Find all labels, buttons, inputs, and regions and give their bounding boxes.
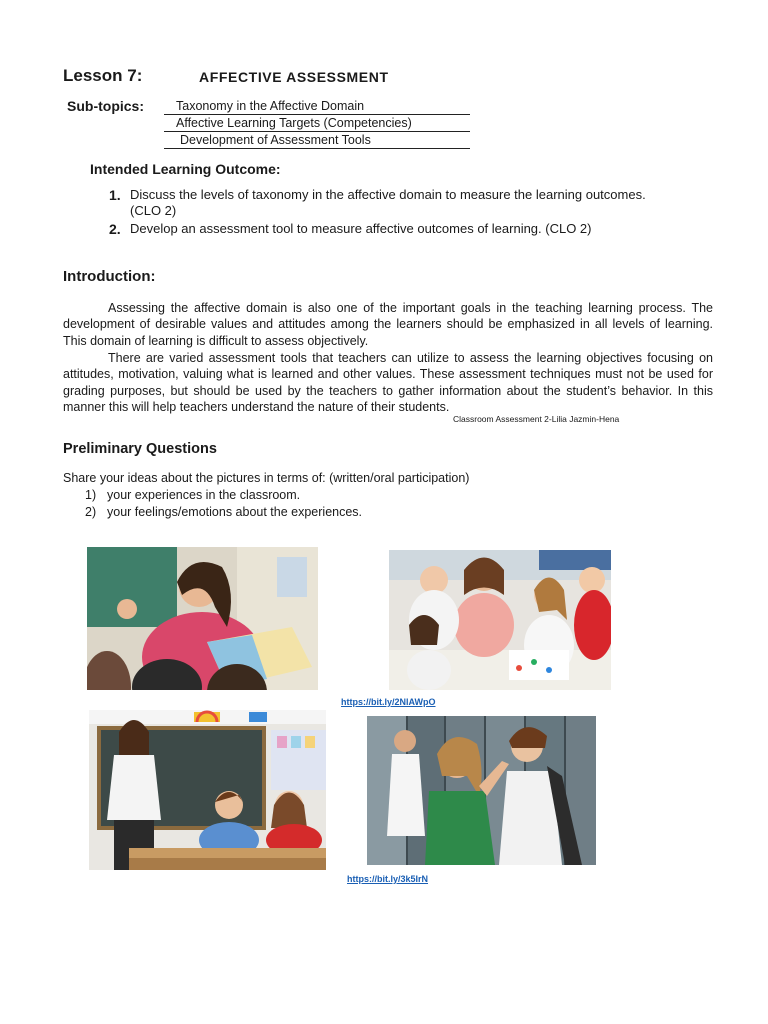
citation: Classroom Assessment 2-Lilia Jazmin-Hena xyxy=(453,414,620,424)
subtopics-label: Sub-topics: xyxy=(67,98,144,114)
outcome-item xyxy=(109,187,709,219)
outcome-text-cont: (CLO 2) xyxy=(130,203,177,218)
source-link[interactable]: https://bit.ly/2NlAWpO xyxy=(341,697,436,707)
subtopic-item: Taxonomy in the Affective Domain xyxy=(164,98,470,115)
preliminary-heading: Preliminary Questions xyxy=(63,441,217,457)
outcome-text: Develop an assessment tool to measure affective outcomes of learning. (CLO 2) xyxy=(130,221,592,236)
question-item: 1) your experiences in the classroom. xyxy=(85,488,301,502)
classroom-photo-stern-teacher xyxy=(89,710,326,870)
introduction-heading: Introduction: xyxy=(63,268,156,285)
outcome-item xyxy=(109,221,709,237)
preliminary-prompt: Share your ideas about the pictures in terms of: (written/oral participation) xyxy=(63,471,470,485)
outcome-text: Discuss the levels of taxonomy in the affective domain to measure the learning outcomes. xyxy=(130,187,646,202)
classroom-photo-teacher-reading xyxy=(87,547,318,690)
introduction-paragraph: Assessing the affective domain is also one of the important goals in the teaching learning process. The development of desirable values and attitudes among the learners should be emphasized in all levels of learning. This domain of learning is difficult to assess objectively. xyxy=(63,301,713,348)
outcome-number: 2. xyxy=(109,221,121,237)
subtopic-item: Affective Learning Targets (Competencies) xyxy=(164,115,470,132)
question-item: 2) your feelings/emotions about the experiences. xyxy=(85,505,363,519)
lesson-title: AFFECTIVE ASSESSMENT xyxy=(199,69,389,85)
subtopic-item: Development of Assessment Tools xyxy=(164,132,470,149)
outcome-heading: Intended Learning Outcome: xyxy=(90,161,281,177)
lesson-number: Lesson 7: xyxy=(63,66,143,85)
classroom-photo-hallway-scolding xyxy=(367,716,596,865)
outcome-number: 1. xyxy=(109,187,121,203)
introduction-paragraph: There are varied assessment tools that teachers can utilize to assess the learning objectives focusing on attitudes, motivation, valuing what is learned and other values. These assessment techniques must not be used for grading purposes, but should be used by the teachers to gather information about the student’s behavior. In this manner this will help teachers understand the nature of their students. xyxy=(63,351,713,415)
classroom-photo-group-activity xyxy=(389,550,611,690)
source-link[interactable]: https://bit.ly/3k5IrN xyxy=(347,874,429,884)
